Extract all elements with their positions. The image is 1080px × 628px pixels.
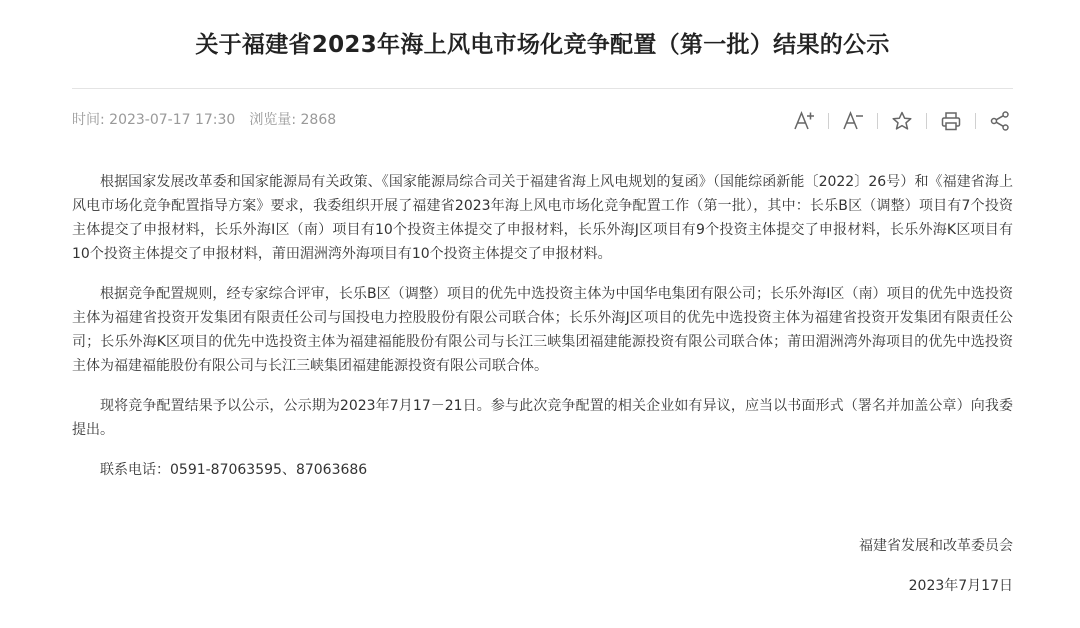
toolbar-divider — [828, 113, 829, 129]
article-toolbar — [791, 108, 1013, 134]
paragraph: 根据国家发展改革委和国家能源局有关政策、《国家能源局综合司关于福建省海上风电规划的复函》（国能综函新能〔2022〕26号）和《福建省海上风电市场化竞争配置指导方案》要求，我委组织开展了福建省2023年海上风电市场化竞争配置工作（第一批），其中：长乐B区（调整）项目有7个投资主体提交了申报材料，长乐外海I区（南）项目有10个投资主体提交了申报材料，长乐外海J区项目有9个投资主体提交了申报材料，长乐外海K区项目有10个投资主体提交了申报材料，莆田湄洲湾外海项目有10个投资主体提交了申报材料。 — [72, 174, 1013, 262]
issue-date: 2023年7月17日 — [908, 578, 1013, 594]
paragraph: 根据竞争配置规则，经专家综合评审，长乐B区（调整）项目的优先中选投资主体为中国华电集团有限公司；长乐外海I区（南）项目的优先中选投资主体为福建省投资开发集团有限责任公司与国投电力控股股份有限公司联合体；长乐外海J区项目的优先中选投资主体为福建省投资开发集团有限责任公司；长乐外海K区项目的优先中选投资主体为福建福能股份有限公司与长江三峡集团福建能源投资有限公司联合体；莆田湄洲湾外海项目的优先中选投资主体为福建福能股份有限公司与长江三峡集团福建能源投资有限公司联合体。 — [72, 286, 1013, 374]
publish-time-label: 时间: — [72, 112, 105, 128]
article — [72, 0, 1013, 594]
toolbar-divider — [877, 113, 878, 129]
toolbar-divider — [926, 113, 927, 129]
page-title: 关于福建省2023年海上风电市场化竞争配置（第一批）结果的公示 — [195, 32, 890, 58]
view-count-label: 浏览量: — [249, 112, 297, 128]
star-icon[interactable] — [889, 108, 915, 134]
issuer-signature: 福建省发展和改革委员会 — [859, 538, 1013, 554]
title-divider — [72, 88, 1013, 89]
contact-phone: 联系电话：0591-87063595、87063686 — [100, 462, 368, 478]
article-meta-bar — [72, 108, 1013, 134]
print-icon[interactable] — [938, 108, 964, 134]
paragraph: 现将竞争配置结果予以公示，公示期为2023年7月17－21日。参与此次竞争配置的相关企业如有异议，应当以书面形式（署名并加盖公章）向我委提出。 — [72, 398, 1013, 438]
share-icon[interactable] — [987, 108, 1013, 134]
font-increase-icon[interactable] — [791, 108, 817, 134]
view-count: 2868 — [300, 112, 337, 128]
publish-time: 2023-07-17 17:30 — [109, 112, 236, 128]
toolbar-divider — [975, 113, 976, 129]
article-meta — [72, 110, 336, 130]
article-body — [72, 170, 1013, 482]
font-decrease-icon[interactable] — [840, 108, 866, 134]
